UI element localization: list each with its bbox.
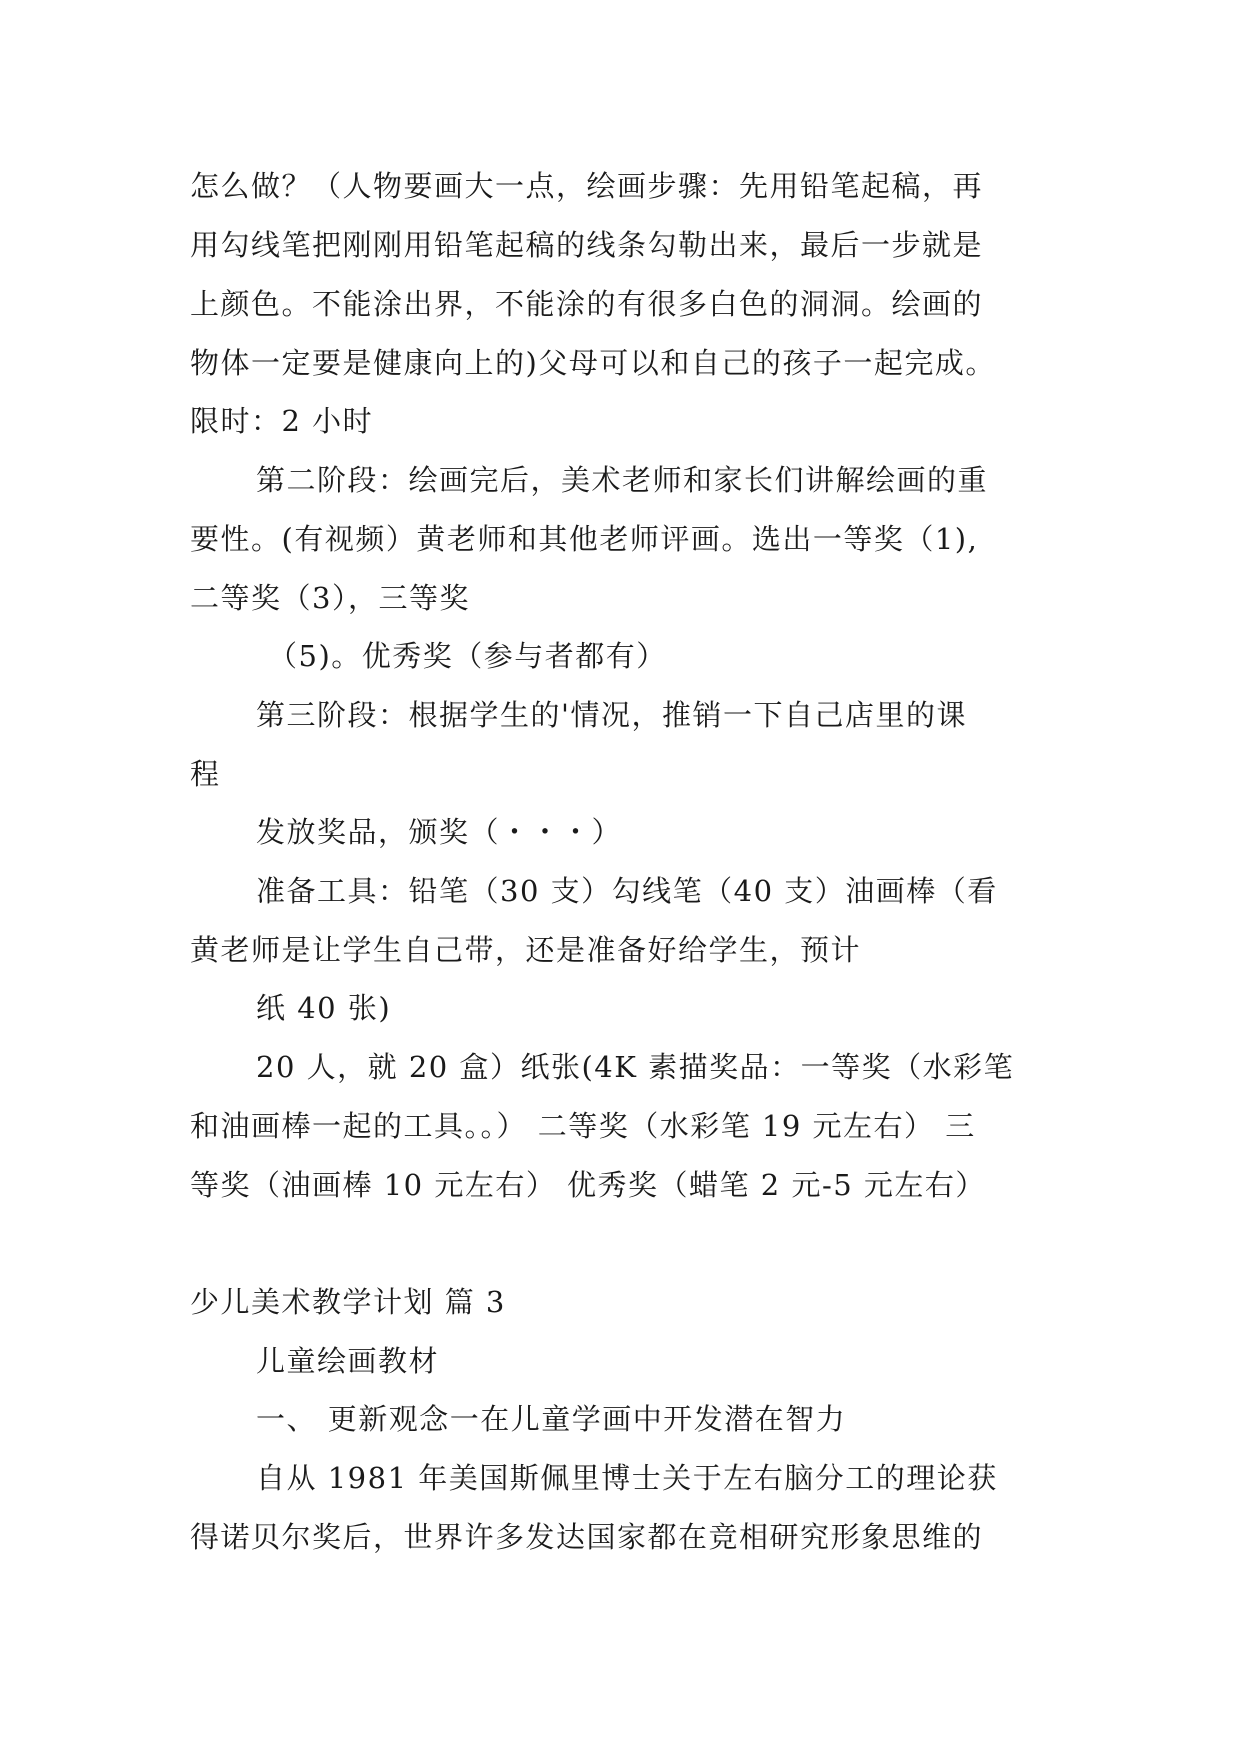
paragraph-line: 准备工具：铅笔（30 支）勾线笔（40 支）油画棒（看 bbox=[256, 874, 998, 908]
section-heading: 少儿美术教学计划 篇 3 bbox=[190, 1285, 506, 1319]
paragraph-line: 用勾线笔把刚刚用铅笔起稿的线条勾勒出来，最后一步就是 bbox=[190, 228, 984, 262]
paragraph-line: 限时：2 小时 bbox=[190, 404, 374, 438]
paragraph-line: 20 人，就 20 盒）纸张(4K 素描奖品：一等奖（水彩笔 bbox=[256, 1050, 1015, 1084]
paragraph-line: 黄老师是让学生自己带，还是准备好给学生，预计 bbox=[190, 933, 862, 967]
paragraph-line: 自从 1981 年美国斯佩里博士关于左右脑分工的理论获 bbox=[256, 1461, 998, 1495]
paragraph-line: 纸 40 张) bbox=[256, 991, 392, 1025]
subheading: 儿童绘画教材 bbox=[256, 1344, 440, 1378]
paragraph-line: 怎么做？（人物要画大一点，绘画步骤：先用铅笔起稿，再 bbox=[190, 169, 984, 203]
paragraph-line: 第三阶段：根据学生的'情况，推销一下自己店里的课 bbox=[256, 698, 967, 732]
paragraph-line: 等奖（油画棒 10 元左右） 优秀奖（蜡笔 2 元-5 元左右） bbox=[190, 1168, 986, 1202]
paragraph-line: 发放奖品，颁奖（・・・） bbox=[256, 815, 623, 849]
paragraph-line: 和油画棒一起的工具。。） 二等奖（水彩笔 19 元左右） 三 bbox=[190, 1109, 976, 1143]
paragraph-line: 第二阶段：绘画完后，美术老师和家长们讲解绘画的重 bbox=[256, 463, 989, 497]
subheading: 一、 更新观念一在儿童学画中开发潜在智力 bbox=[256, 1402, 847, 1436]
paragraph-line: 要性。(有视频）黄老师和其他老师评画。选出一等奖（1), bbox=[190, 522, 979, 556]
paragraph-line: 程 bbox=[190, 757, 221, 791]
paragraph-line: 上颜色。不能涂出界，不能涂的有很多白色的洞洞。绘画的 bbox=[190, 287, 984, 321]
paragraph-line: 得诺贝尔奖后，世界许多发达国家都在竞相研究形象思维的 bbox=[190, 1520, 984, 1554]
paragraph-line: 物体一定要是健康向上的)父母可以和自己的孩子一起完成。 bbox=[190, 346, 996, 380]
paragraph-line: （5)。优秀奖（参与者都有） bbox=[268, 639, 667, 673]
paragraph-line: 二等奖（3），三等奖 bbox=[190, 581, 470, 615]
